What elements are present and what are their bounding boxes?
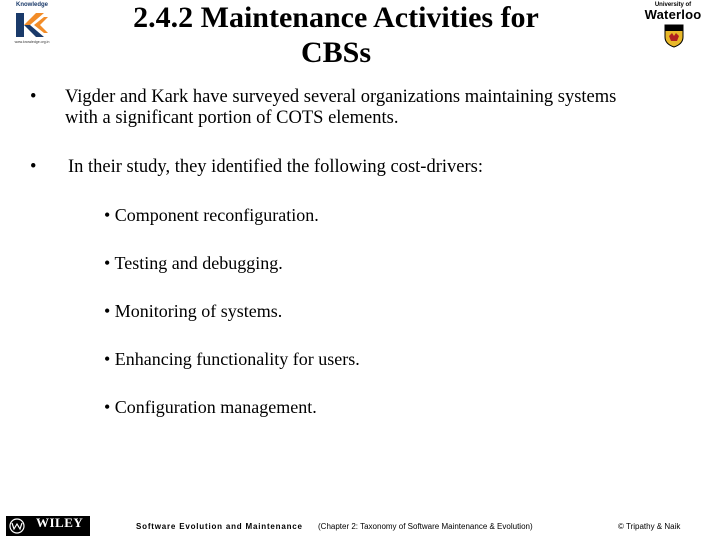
wiley-logo-text: WILEY (36, 515, 84, 530)
bullet-item (30, 87, 680, 131)
bullet-symbol: • (30, 87, 37, 107)
knowledge-k-icon (14, 11, 50, 39)
bullet-symbol: • (30, 157, 37, 177)
wiley-mark-icon (9, 518, 33, 534)
footer-copyright: © Tripathy & Naik (618, 522, 681, 531)
knowledge-logo-url: www.knowledge.org.in (14, 40, 50, 44)
bullet-text (65, 87, 616, 129)
sub-bullet-item: • Configuration management. (104, 397, 317, 417)
footer-chapter: (Chapter 2: Taxonomy of Software Maintenance & Evolution) (318, 522, 533, 531)
sub-bullet-item: • Enhancing functionality for users. (104, 349, 360, 369)
wiley-logo (6, 516, 90, 536)
bullet-text-line1: Vigder and Kark have surveyed several organizations maintaining systems (65, 87, 617, 107)
sub-bullet-item: • Monitoring of systems. (104, 301, 283, 321)
footer-book-title: Software Evolution and Maintenance (136, 522, 303, 531)
bullet-text: In their study, they identified the following cost-drivers: (68, 157, 483, 177)
knowledge-logo-text: Knowledge (15, 2, 48, 8)
sub-bullet-item: • Testing and debugging. (104, 253, 283, 273)
slide-title-line2: CBSs (300, 36, 372, 69)
knowledge-logo (8, 2, 56, 46)
slide-title (80, 0, 592, 70)
waterloo-logo-small-text: University of (654, 2, 692, 8)
bullet-text-line2: with a significant portion of COTS elements. (65, 108, 399, 128)
waterloo-logo (636, 2, 710, 48)
bullet-item (30, 157, 680, 179)
slide-title-line1: 2.4.2 Maintenance Activities for (133, 1, 539, 34)
waterloo-shield-icon (664, 24, 684, 48)
sub-bullet-item: • Component reconfiguration. (104, 205, 319, 225)
waterloo-logo-big-text: Waterloo (644, 7, 702, 22)
